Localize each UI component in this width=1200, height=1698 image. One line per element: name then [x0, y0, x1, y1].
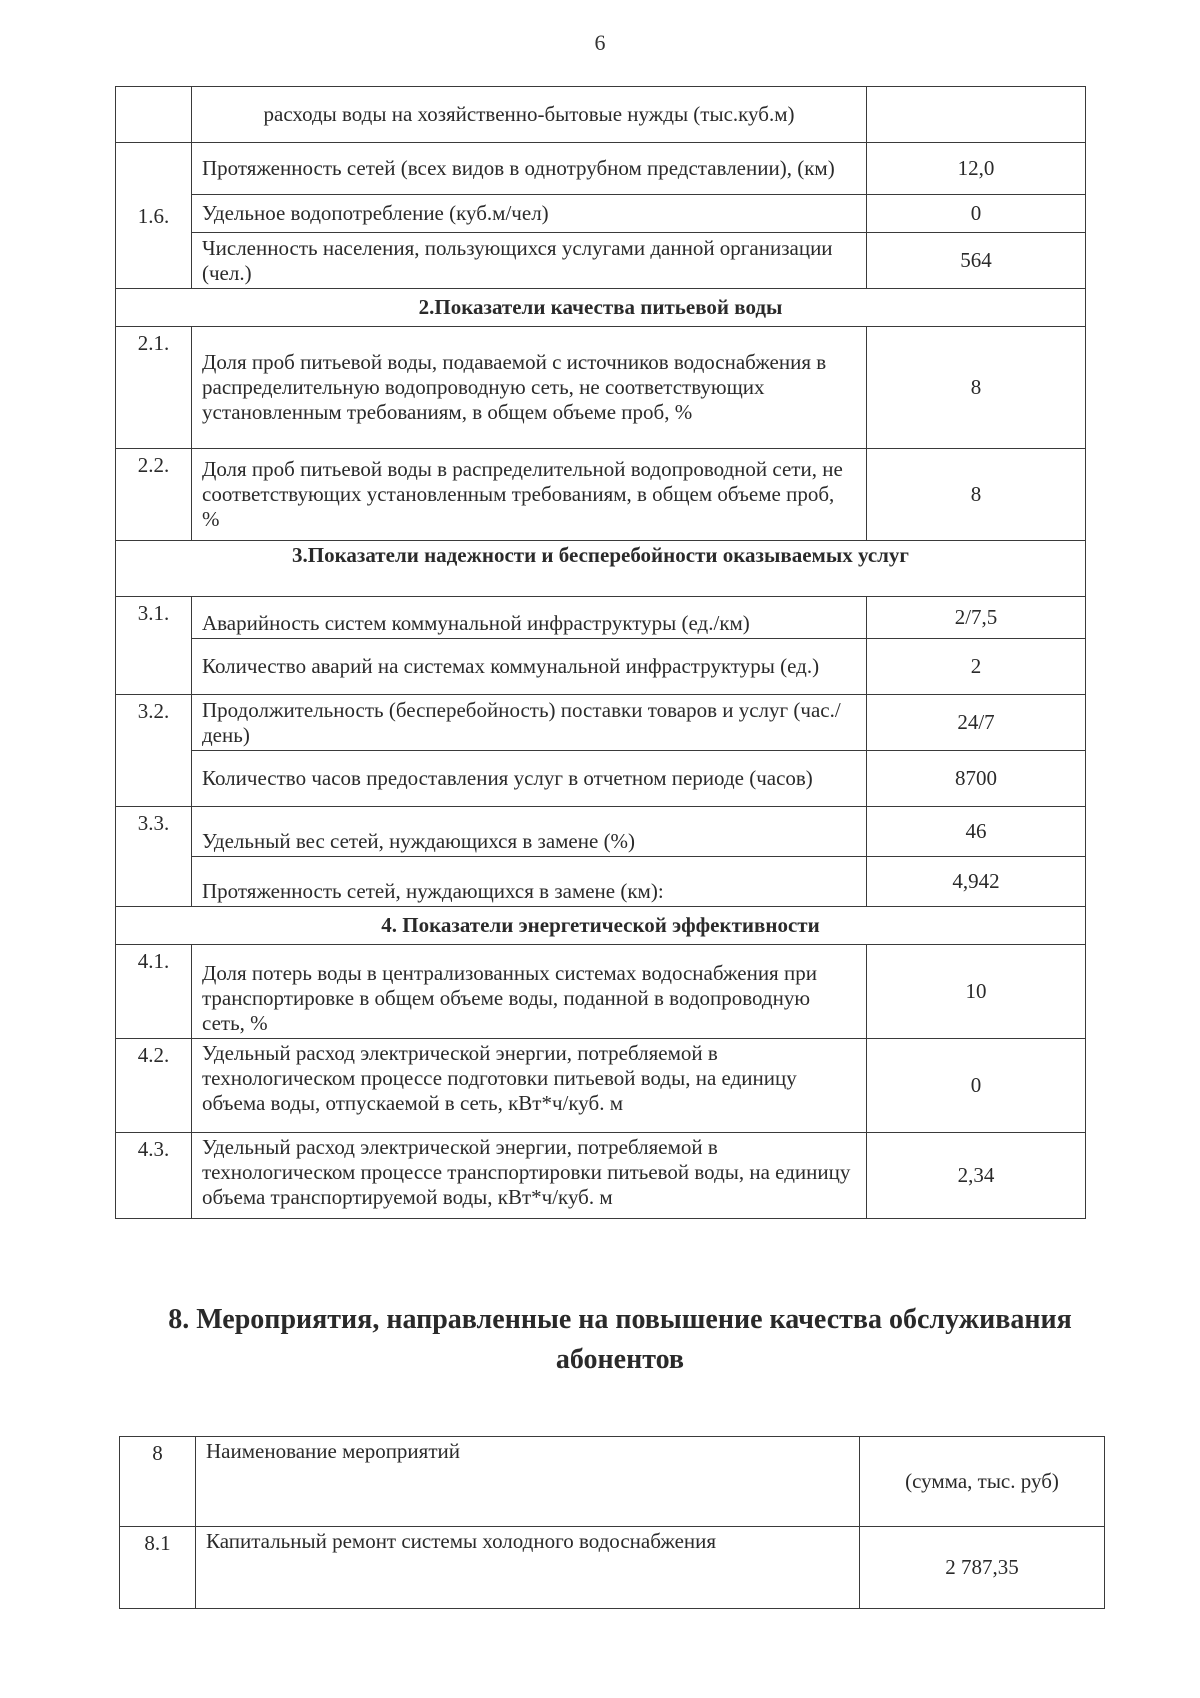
- header-number: 8: [120, 1437, 196, 1527]
- section-8-heading: 8. Мероприятия, направленные на повышение качества обслуживания абонентов: [168, 1304, 1072, 1375]
- row-text: Удельный вес сетей, нуждающихся в замене (%): [192, 807, 867, 857]
- table-row: [116, 327, 1086, 449]
- row-number: 2.1.: [116, 327, 192, 449]
- table-row: [116, 143, 1086, 195]
- section-heading-4: 4. Показатели энергетической эффективности: [116, 907, 1086, 945]
- row-name: Капитальный ремонт системы холодного водоснабжения: [196, 1527, 860, 1609]
- row-value: [867, 87, 1086, 143]
- row-text: Удельный расход электрической энергии, потребляемой в технологическом процессе подготовки питьевой воды, на единицу объема воды, отпускаемой в сеть, кВт*ч/куб. м: [192, 1039, 867, 1133]
- row-number: 3.2.: [116, 695, 192, 807]
- table-row: [116, 695, 1086, 751]
- row-text: Протяженность сетей, нуждающихся в замене (км):: [192, 857, 867, 907]
- section-row: [116, 541, 1086, 597]
- row-value: 24/7: [867, 695, 1086, 751]
- row-value: 0: [867, 1039, 1086, 1133]
- page-number: 6: [594, 30, 606, 55]
- row-value: 2: [867, 639, 1086, 695]
- section-heading-2: 2.Показатели качества питьевой воды: [116, 289, 1086, 327]
- table-row: [116, 751, 1086, 807]
- row-number: 4.2.: [116, 1039, 192, 1133]
- row-text: Удельный расход электрической энергии, потребляемой в технологическом процессе транспортировки питьевой воды, на единицу объема транспортируемой воды, кВт*ч/куб. м: [192, 1133, 867, 1219]
- table-row: [120, 1527, 1105, 1609]
- indicators-table: [115, 86, 1086, 1219]
- row-text: Доля проб питьевой воды в распределительной водопроводной сети, не соответствующих установленным требованиям, в общем объеме проб, %: [192, 449, 867, 541]
- row-value: 0: [867, 195, 1086, 233]
- table-row: [116, 233, 1086, 289]
- table-row: [116, 639, 1086, 695]
- row-value: 4,942: [867, 857, 1086, 907]
- row-text: Протяженность сетей (всех видов в однотрубном представлении), (км): [192, 143, 867, 195]
- row-value: 564: [867, 233, 1086, 289]
- table-header-row: [120, 1437, 1105, 1527]
- table-row: [116, 945, 1086, 1039]
- row-sum: 2 787,35: [860, 1527, 1105, 1609]
- row-value: 8: [867, 449, 1086, 541]
- table-row: [116, 1039, 1086, 1133]
- row-text: Численность населения, пользующихся услугами данной организации (чел.): [192, 233, 867, 289]
- row-number: 4.1.: [116, 945, 192, 1039]
- row-number: 1.6.: [116, 143, 192, 289]
- row-text: Продолжительность (бесперебойность) поставки товаров и услуг (час./день): [192, 695, 867, 751]
- row-value: 12,0: [867, 143, 1086, 195]
- row-value: 2,34: [867, 1133, 1086, 1219]
- row-value: 10: [867, 945, 1086, 1039]
- row-number: 3.1.: [116, 597, 192, 695]
- row-text: Доля потерь воды в централизованных системах водоснабжения при транспортировке в общем объеме воды, поданной в водопроводную сеть, %: [192, 945, 867, 1039]
- section-heading-3: 3.Показатели надежности и бесперебойности оказываемых услуг: [116, 541, 1086, 597]
- table-row: [116, 449, 1086, 541]
- row-text: Аварийность систем коммунальной инфраструктуры (ед./км): [192, 597, 867, 639]
- table-row: [116, 1133, 1086, 1219]
- header-name: Наименование мероприятий: [196, 1437, 860, 1527]
- row-value: 46: [867, 807, 1086, 857]
- row-text: Количество часов предоставления услуг в отчетном периоде (часов): [192, 751, 867, 807]
- section-row: [116, 289, 1086, 327]
- row-text: Доля проб питьевой воды, подаваемой с источников водоснабжения в распределительную водопроводную сеть, не соответствующих установленным требованиям, в общем объеме проб, %: [192, 327, 867, 449]
- table-row: [116, 195, 1086, 233]
- table-row: [116, 597, 1086, 639]
- measures-table: [119, 1436, 1105, 1609]
- table-row: [116, 857, 1086, 907]
- header-sum: (сумма, тыс. руб): [860, 1437, 1105, 1527]
- row-text: Количество аварий на системах коммунальной инфраструктуры (ед.): [192, 639, 867, 695]
- row-text: Удельное водопотребление (куб.м/чел): [192, 195, 867, 233]
- row-value: 8700: [867, 751, 1086, 807]
- row-number: [116, 87, 192, 143]
- row-number: 2.2.: [116, 449, 192, 541]
- row-number: 4.3.: [116, 1133, 192, 1219]
- table-row: [116, 807, 1086, 857]
- table-row: [116, 87, 1086, 143]
- row-value: 8: [867, 327, 1086, 449]
- row-number: 3.3.: [116, 807, 192, 907]
- row-text: расходы воды на хозяйственно-бытовые нужды (тыс.куб.м): [192, 87, 867, 143]
- row-value: 2/7,5: [867, 597, 1086, 639]
- row-number: 8.1: [120, 1527, 196, 1609]
- section-row: [116, 907, 1086, 945]
